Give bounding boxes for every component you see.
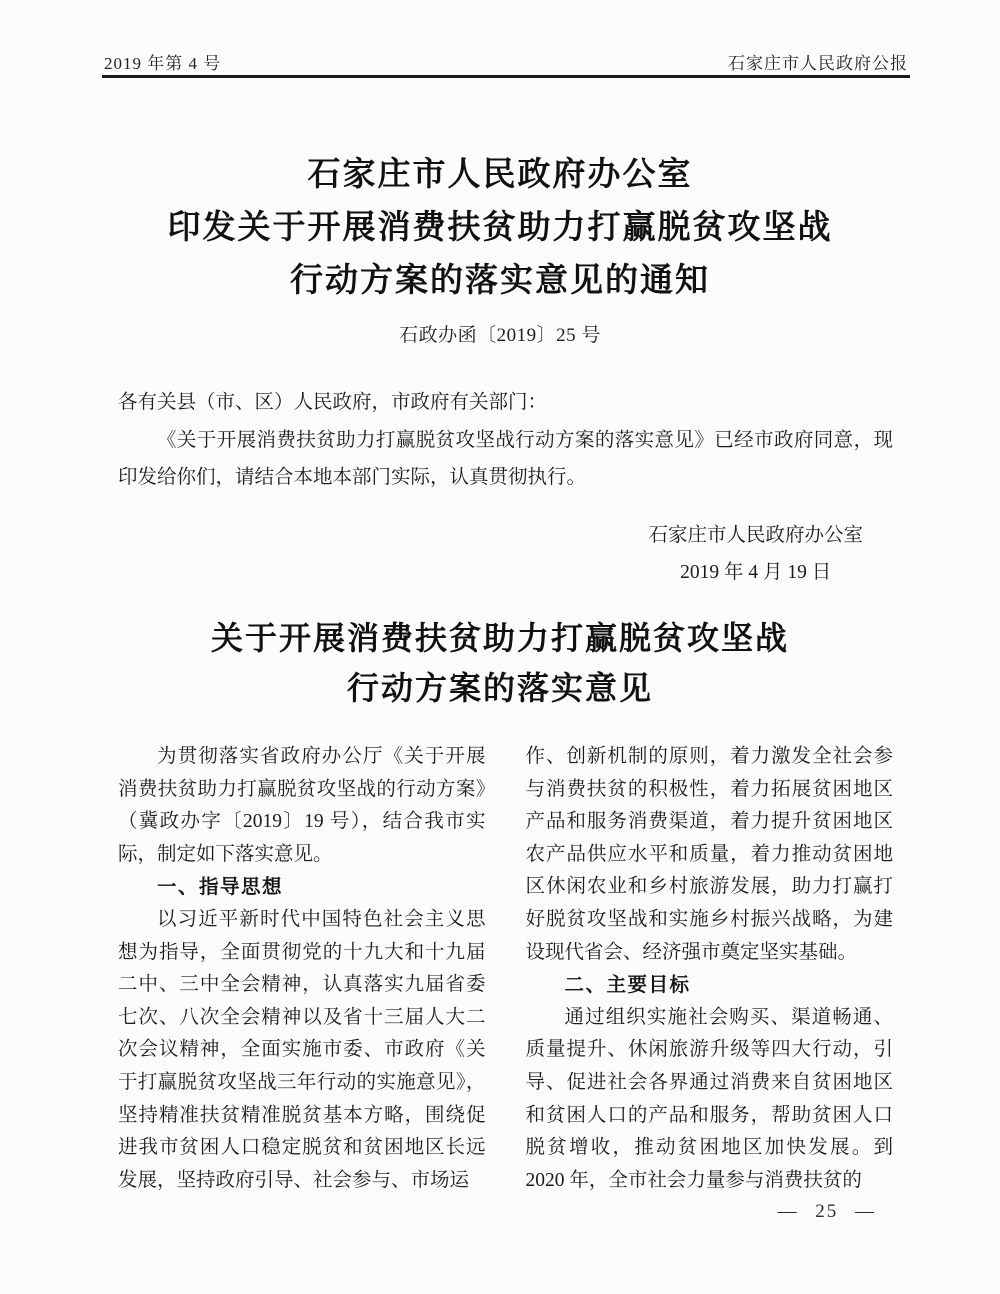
two-column-body	[118, 741, 893, 1197]
header-issue-number: 2019 年第 4 号	[104, 54, 222, 73]
signature-block	[118, 517, 893, 591]
opinion-title-line: 行动方案的落实意见	[346, 670, 653, 706]
page-footer	[778, 1201, 877, 1223]
opinion-title-line: 关于开展消费扶贫助力打赢脱贫攻坚战	[210, 620, 789, 656]
notice-title-line: 行动方案的落实意见的通知	[290, 263, 710, 299]
signature-inner	[648, 517, 863, 591]
notice-title	[0, 149, 1000, 308]
body-paragraph: 以习近平新时代中国特色社会主义思想为指导，全面贯彻党的十九大和十九届二中、三中全会精神，认真落实九届省委七次、八次全会精神以及省十三届人大二次会议精神，全面实施市委、市政府《关于打赢脱贫攻坚战三年行动的实施意见》，坚持精准扶贫精准脱贫基本方略，围绕促进我市贫困人口稳定脱贫和贫困地区长远发展，坚持政府引导、社会参与、市场运	[118, 908, 486, 1191]
salutation: 各有关县（市、区）人民政府，市政府有关部门：	[118, 392, 548, 413]
signature-date: 2019 年 4 月 19 日	[680, 562, 832, 583]
body-paragraph: 通过组织实施社会购买、渠道畅通、质量提升、休闲旅游升级等四大行动，引导、促进社会各界通过消费来自贫困地区和贫困人口的产品和服务，帮助贫困人口脱贫增收，推动贫困地区加快发展。到 2020 年，全市社会力量参与消费扶贫的	[525, 1006, 893, 1191]
left-column	[118, 741, 486, 1197]
header-rule	[102, 75, 910, 78]
page-number: — 25 —	[777, 1201, 876, 1222]
body-paragraph: 作、创新机制的原则，着力激发全社会参与消费扶贫的积极性，着力拓展贫困地区产品和服务消费渠道，着力提升贫困地区农产品供应水平和质量，着力推动贫困地区休闲农业和乡村旅游发展，助力打赢打好脱贫攻坚战和实施乡村振兴战略，为建设现代省会、经济强市奠定坚实基础。	[525, 746, 893, 963]
section-heading: 二、主要目标	[564, 974, 691, 997]
section-heading: 一、指导思想	[157, 876, 284, 899]
notice-body	[118, 384, 893, 497]
notice-title-line: 石家庄市人民政府办公室	[307, 157, 693, 193]
body-paragraph: 为贯彻落实省政府办公厅《关于开展消费扶贫助力打赢脱贫攻坚战的行动方案》（冀政办字〔2019〕19 号），结合我市实际，制定如下落实意见。	[118, 746, 486, 865]
opinion-title	[0, 613, 1000, 713]
notice-body-paragraph: 《关于开展消费扶贫助力打赢脱贫攻坚战行动方案的落实意见》已经市政府同意，现印发给你们，请结合本地本部门实际，认真贯彻执行。	[118, 429, 893, 488]
page-header	[104, 49, 908, 74]
header-publication-title: 石家庄市人民政府公报	[728, 54, 908, 73]
notice-title-line: 印发关于开展消费扶贫助力打赢脱贫攻坚战	[167, 210, 833, 246]
right-column	[526, 741, 894, 1197]
document-number: 石政办函〔2019〕25 号	[399, 325, 601, 346]
signature-organization: 石家庄市人民政府办公室	[648, 525, 863, 546]
